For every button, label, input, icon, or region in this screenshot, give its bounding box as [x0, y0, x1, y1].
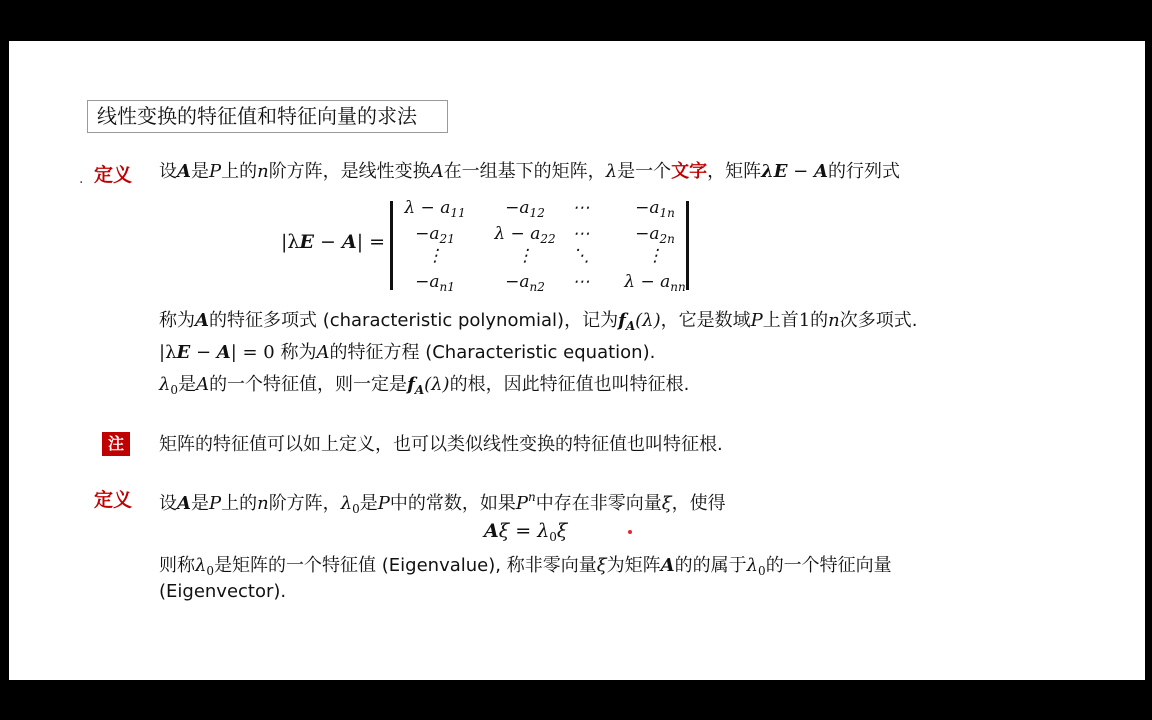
matrix-cell-r2-c2: $\lambda - a_{22}$ — [494, 224, 556, 246]
eigenvalue-root-line: $\lambda_0$是A的一个特征值，则一定是$f_A(\lambda)$的根，因此特征值也叫特征根. — [159, 374, 690, 397]
eigen-equation: $A\xi = \lambda_0\xi$ — [484, 520, 568, 544]
matrix-cell-r4-c2: $-a_{n2}$ — [505, 272, 545, 294]
section-title: 线性变换的特征值和特征向量的求法 — [87, 100, 448, 133]
determinant-left-bar — [390, 201, 393, 290]
definition-2-line: 设A是P上的n阶方阵，$\lambda_0$是P中的常数，如果$P^n$中存在非零向量ξ，使得 — [159, 490, 726, 516]
matrix-cell-r3-c4: ⋮ — [646, 246, 664, 266]
bullet-dot: · — [79, 175, 84, 191]
determinant-lhs: |λE − A| = — [281, 231, 386, 253]
matrix-cell-r2-c4: $-a_{2n}$ — [635, 224, 675, 246]
slide — [9, 41, 1145, 680]
red-dot — [628, 530, 632, 534]
matrix-cell-r3-c2: ⋮ — [516, 246, 534, 266]
eigenvector-line-2: (Eigenvector). — [159, 581, 287, 602]
matrix-cell-r1-c3: ⋯ — [572, 198, 590, 218]
char-polynomial-line: 称为A的特征多项式 (characteristic polynomial)，记为$f_A(\lambda)$，它是数域P上首1的n次多项式. — [159, 310, 918, 333]
matrix-cell-r2-c1: $-a_{21}$ — [415, 224, 455, 246]
note-badge: 注 — [102, 432, 130, 456]
definition-2-label: 定义 — [94, 489, 133, 511]
matrix-cell-r4-c3: ⋯ — [572, 272, 590, 292]
matrix-cell-r1-c4: $-a_{1n}$ — [635, 198, 675, 220]
note-text: 矩阵的特征值可以如上定义，也可以类似线性变换的特征值也叫特征根. — [159, 434, 723, 455]
char-equation-line: |λE − A| = 0 称为A的特征方程 (Characteristic equation). — [159, 342, 656, 363]
red-keyword: 文字 — [671, 161, 708, 182]
matrix-cell-r4-c4: $\lambda - a_{nn}$ — [624, 272, 686, 294]
matrix-cell-r1-c2: $-a_{12}$ — [505, 198, 545, 220]
matrix-cell-r3-c1: ⋮ — [426, 246, 444, 266]
matrix-cell-r2-c3: ⋯ — [572, 224, 590, 244]
matrix-cell-r3-c3: ⋱ — [572, 246, 590, 266]
definition-1-line: 设A是P上的n阶方阵，是线性变换A在一组基下的矩阵，λ是一个文字，矩阵λE − A的行列式 — [159, 161, 900, 182]
matrix-cell-r4-c1: $-a_{n1}$ — [415, 272, 455, 294]
definition-label: 定义 — [94, 164, 133, 186]
eigenvector-line-1: 则称$\lambda_0$是矩阵的一个特征值 (Eigenvalue), 称非零向量ξ为矩阵A的的属于$\lambda_0$的一个特征向量 — [159, 555, 892, 578]
determinant-right-bar — [686, 201, 689, 290]
matrix-cell-r1-c1: $\lambda - a_{11}$ — [404, 198, 466, 220]
